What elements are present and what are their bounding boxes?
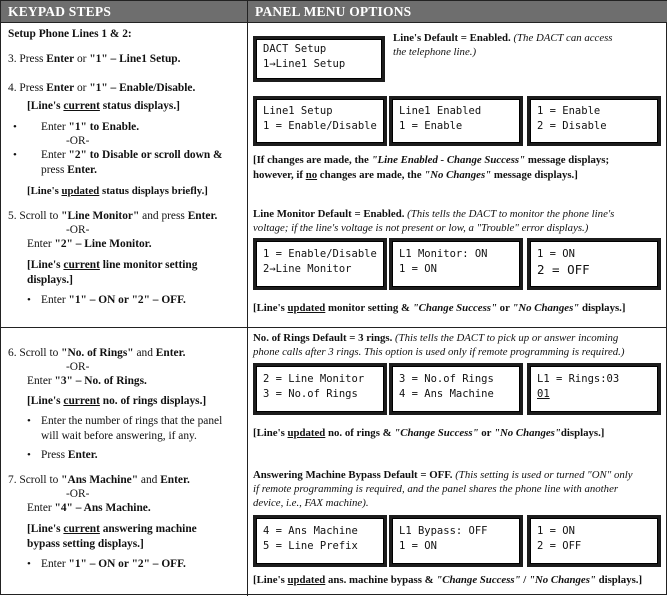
lcd-line: 1 = Enable/Disable — [263, 120, 377, 132]
monitor-updated-note: [Line's updated monitor setting & "Change Success" or "No Changes" displays.] — [253, 302, 626, 314]
step-4-bullet-2-cont: press Enter. — [41, 164, 97, 176]
step-4-updated-note: [Line's updated status displays briefly.] — [27, 185, 208, 197]
step-7: 7. Scroll to "Ans Machine" and Enter. — [8, 474, 190, 486]
lcd-line: DACT Setup — [263, 43, 327, 55]
step-5-note-cont: displays.] — [27, 274, 73, 286]
step-4-bullet-2: Enter "2" to Disable or scroll down & — [41, 149, 223, 161]
step-7-note-cont: bypass setting displays.] — [27, 538, 144, 550]
lcd-dact-setup — [253, 36, 385, 82]
lcd-line: 4 = Ans Machine — [263, 525, 358, 537]
lcd-line: 2 = OFF — [537, 262, 590, 277]
header-keypad-steps — [1, 1, 247, 22]
bullet: • — [13, 149, 17, 161]
section-divider — [1, 327, 667, 328]
rings-default-text-cont: phone calls after 3 rings. This option is used only if remote programming is required.) — [253, 346, 625, 358]
ans-default-text-cont-2: device, i.e., FAX machine). — [253, 497, 369, 509]
lcd-line: L1 = Rings:03 — [537, 373, 620, 385]
lcd-line: L1 Bypass: OFF — [399, 525, 488, 537]
step-6-note: [Line's current no. of rings displays.] — [27, 395, 207, 407]
lcd-line: 1 = Enable — [537, 105, 601, 117]
lcd-line: 1 = ON — [399, 540, 437, 552]
lcd-line1-enabled — [389, 96, 523, 146]
or-text: -OR- — [66, 488, 90, 500]
bullet: • — [27, 294, 31, 306]
bullet: • — [27, 558, 31, 570]
step-4-bullet-1: Enter "1" to Enable. — [41, 121, 140, 133]
step-5: 5. Scroll to "Line Monitor" and press Enter. — [8, 210, 218, 222]
step-5-note: [Line's current line monitor setting — [27, 259, 198, 271]
lcd-rings-menu — [253, 363, 387, 415]
or-text: -OR- — [66, 135, 90, 147]
step-5-alt: Enter "2" – Line Monitor. — [27, 238, 152, 250]
line-default-text: Line's Default = Enabled. (The DACT can access — [393, 32, 613, 44]
lcd-line: 1→Line1 Setup — [263, 58, 346, 70]
change-message-2: however, if no changes are made, the "No Changes" message displays.] — [253, 169, 578, 181]
lcd-line: 4 = Ans Machine — [399, 388, 494, 400]
step-7-alt: Enter "4" – Ans Machine. — [27, 502, 151, 514]
ans-default-text: Answering Machine Bypass Default = OFF. (This setting is used or turned "ON" only — [253, 469, 633, 481]
lcd-bypass-on-off — [527, 515, 661, 567]
lcd-ans-menu — [253, 515, 387, 567]
step-6-alt: Enter "3" – No. of Rings. — [27, 375, 147, 387]
lcd-line1-setup — [253, 96, 387, 146]
lcd-line: Line1 Enabled — [399, 105, 482, 117]
rings-default-text: No. of Rings Default = 3 rings. (This tells the DACT to pick up or answer incoming — [253, 332, 619, 344]
step-4: 4. Press Enter or "1" – Enable/Disable. — [8, 82, 196, 94]
bullet: • — [13, 121, 17, 133]
lcd-line: Line1 Setup — [263, 105, 333, 117]
lcd-line-monitor-menu — [253, 238, 387, 290]
column-divider — [247, 1, 248, 596]
lcd-rings-menu-2 — [389, 363, 523, 415]
lcd-line: 2 = OFF — [537, 540, 582, 552]
lcd-line: 3 = No.of Rings — [263, 388, 358, 400]
header-divider — [1, 22, 667, 23]
step-6: 6. Scroll to "No. of Rings" and Enter. — [8, 347, 186, 359]
setup-heading: Setup Phone Lines 1 & 2: — [8, 28, 132, 40]
lcd-line: 1 = Enable/Disable — [263, 248, 377, 260]
step-6-bullet-1-cont: will wait before answering, if any. — [41, 430, 197, 442]
lcd-line: 2 = Disable — [537, 120, 607, 132]
step-7-note: [Line's current answering machine — [27, 523, 197, 535]
header-panel-menu — [248, 1, 667, 22]
line-default-text-cont: the telephone line.) — [393, 46, 477, 58]
monitor-default-text-cont: voltage; if the line's voltage is not present or low, a "Trouble" error displays.) — [253, 222, 589, 234]
bullet: • — [27, 415, 31, 427]
ans-updated-note: [Line's updated ans. machine bypass & "Change Success" / "No Changes" displays.] — [253, 574, 643, 586]
step-5-bullet: Enter "1" – ON or "2" – OFF. — [41, 294, 186, 306]
lcd-enable-disable — [527, 96, 661, 146]
monitor-default-text: Line Monitor Default = Enabled. (This tells the DACT to monitor the phone line's — [253, 208, 615, 220]
step-7-bullet: Enter "1" – ON or "2" – OFF. — [41, 558, 186, 570]
bullet: • — [27, 449, 31, 461]
or-text: -OR- — [66, 224, 90, 236]
step-4-note: [Line's current status displays.] — [27, 100, 180, 112]
lcd-line: 5 = Line Prefix — [263, 540, 358, 552]
lcd-line: 2 = Line Monitor — [263, 373, 365, 385]
ans-default-text-cont: if remote programming is required, and the panel shares the phone line with another — [253, 483, 619, 495]
step-6-bullet-2: Press Enter. — [41, 449, 98, 461]
lcd-line: 2→Line Monitor — [263, 263, 352, 275]
header-right-label: PANEL MENU OPTIONS — [255, 4, 412, 19]
lcd-l1-monitor — [389, 238, 523, 290]
lcd-line: 1 = ON — [399, 263, 437, 275]
step-6-bullet-1: Enter the number of rings that the panel — [41, 415, 223, 427]
lcd-line: 01 — [537, 388, 550, 400]
lcd-line: 1 = ON — [537, 248, 575, 260]
lcd-monitor-on-off — [527, 238, 661, 290]
lcd-rings-value — [527, 363, 661, 415]
lcd-line: 3 = No.of Rings — [399, 373, 494, 385]
lcd-line: 1 = Enable — [399, 120, 463, 132]
lcd-line: L1 Monitor: ON — [399, 248, 488, 260]
lcd-line: 1 = ON — [537, 525, 575, 537]
or-text: -OR- — [66, 361, 90, 373]
rings-updated-note: [Line's updated no. of rings & "Change Success" or "No Changes"displays.] — [253, 427, 605, 439]
header-left-label: KEYPAD STEPS — [8, 4, 112, 19]
lcd-l1-bypass — [389, 515, 523, 567]
step-3: 3. Press Enter or "1" – Line1 Setup. — [8, 53, 181, 65]
change-message-1: [If changes are made, the "Line Enabled - Change Success" message displays; — [253, 154, 610, 166]
